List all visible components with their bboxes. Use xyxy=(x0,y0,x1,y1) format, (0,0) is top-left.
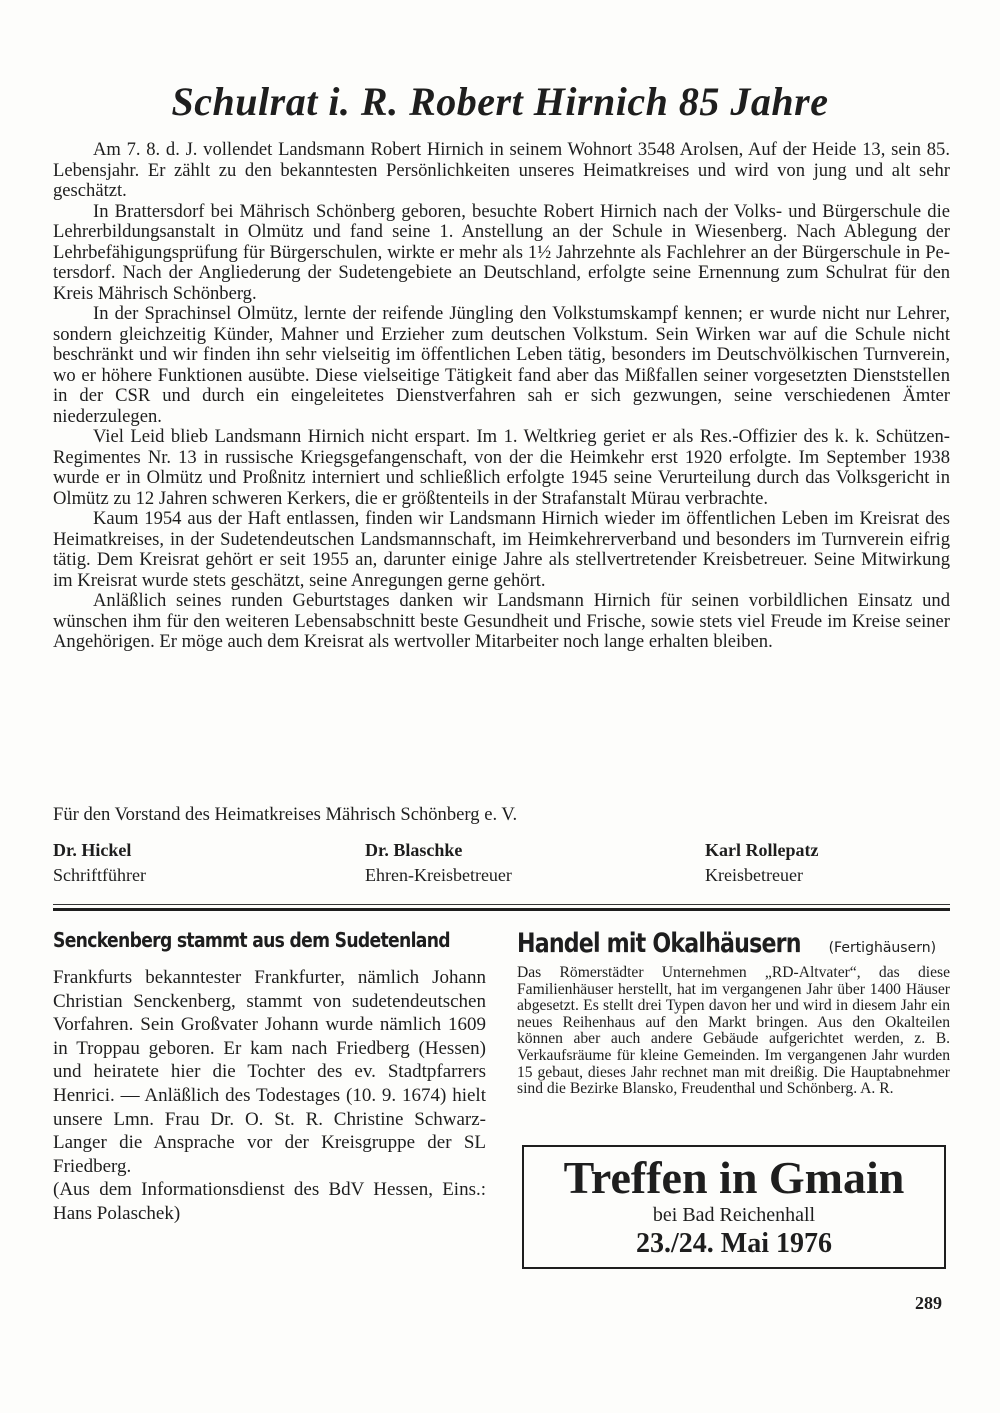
article-paragraph: In der Sprachinsel Olmütz, lernte der reifende Jüngling den Volkstumskampf kennen; er wurde nicht nur Lehrer, sondern gleichzeitig Künder, Mahner und Erzieher zum deutschen Volkstum. Sein Wirken war auf die Schule nicht beschränkt und wir finden ihn sehr vielseitig im öffentlichen Leben tätig, besonders im Deutschvölkischen Turnverein, wo er höhere Funktionen ausübte. Diese vielseitige Tätigkeit fand aber das Mißfallen seiner vorgesetzten Dienststellen in der CSR und durch ein eingeleitetes Dienstverfahren sah er sich gezwungen, seine verschiedenen Ämter niederzulegen. xyxy=(53,303,950,427)
signature-name: Dr. Blaschke xyxy=(365,840,463,860)
section-divider-thin xyxy=(53,904,950,905)
event-ad-title: Treffen in Gmain xyxy=(563,1152,905,1203)
article-title: Schulrat i. R. Robert Hirnich 85 Jahre xyxy=(171,79,829,124)
closing-line: Für den Vorstand des Heimatkreises Mährisch Schönberg e. V. xyxy=(53,804,518,825)
signature-role: Kreisbetreuer xyxy=(705,865,803,885)
senckenberg-body: Frankfurts bekanntester Frankfurter, nämlich Johann Christian Senckenberg, stammt von sudetendeutschen Vorfahren. Sein Großvater Johann wurde nämlich 1609 in Troppau geboren. Er kam nach Friedberg (Hessen) und heiratete hier die Tochter des ev. Stadtpfarrers Henrici. — Anläßlich des Todestages (10. 9. 1674) hielt unsere Lmn. Frau Dr. O. St. R. Christine Schwarz-Langer die Ansprache vor der Kreisgruppe der SL Friedberg. xyxy=(53,967,486,1177)
signature-hickel xyxy=(53,838,146,888)
article-paragraph: Viel Leid blieb Landsmann Hirnich nicht erspart. Im 1. Weltkrieg geriet er als Res.-Offizier des k. k. Schützen-Regimentes Nr. 13 in russische Kriegsgefangenschaft, von der die Heimkehr erst 1920 erfolgte. Im September 1938 wurde er in Olmütz und Proßnitz interniert und schließlich erfolgte 1945 seine Verurteilung durch das Volksgericht in Olmütz zu 12 Jahren schweren Kerkers, die er größtenteils in der Strafanstalt Mürau verbrachte. xyxy=(53,426,950,509)
signature-blaschke xyxy=(365,838,512,888)
signature-rollepatz xyxy=(705,838,818,888)
senckenberg-title: Senckenberg stammt aus dem Sudetenland xyxy=(53,928,450,952)
article-paragraph: In Brattersdorf bei Mährisch Schönberg geboren, besuchte Robert Hirnich nach der Volks- und Bürgerschule die Lehrerbildungsanstalt in Olmütz und fand seine 1. Anstellung an der Schule in Wiesenberg. Nach Ablegung der Lehrbefähigungsprüfung für Bürgerschulen, wirkte er mehr als 1½ Jahrzehnte als Fachlehrer an der Bürgerschule in Petersdorf. Nach der Angliederung der Sudetengebiete an Deutschland, erfolgte seine Ernennung zum Schulrat für den Kreis Mährisch Schönberg. xyxy=(53,200,950,304)
page-number: 289 xyxy=(915,1293,942,1313)
okalhaeuser-title-suffix: (Fertighäusern) xyxy=(828,940,937,956)
event-ad-box xyxy=(522,1145,946,1269)
okalhaeuser-heading xyxy=(517,928,950,959)
okalhaeuser-article xyxy=(517,928,950,1098)
okalhaeuser-body-wrap xyxy=(517,965,950,1098)
signature-name: Karl Rollepatz xyxy=(705,840,819,860)
signature-role: Ehren-Kreisbetreuer xyxy=(365,865,512,885)
section-divider-thick xyxy=(53,908,950,911)
senckenberg-article xyxy=(53,928,486,1226)
article-body xyxy=(53,140,950,653)
article-paragraph: Anläßlich seines runden Geburtstages danken wir Landsmann Hirnich für seinen vorbildlichen Einsatz und wünschen ihm für den weiteren Lebensabschnitt beste Gesundheit und Frische, sowie stets viel Freude im Kreise seiner Angehörigen. Er möge auch dem Kreisrat als wertvoller Mitarbeiter noch lange erhalten bleiben. xyxy=(53,590,950,652)
senckenberg-body-wrap xyxy=(53,966,486,1226)
event-ad-subtitle: bei Bad Reichenhall xyxy=(652,1204,816,1226)
event-ad-date: 23./24. Mai 1976 xyxy=(636,1228,832,1259)
okalhaeuser-body: Das Römerstädter Unternehmen „RD-Altvater“, das diese Familienhäuser herstellt, hat im vergangenen Jahr über 1400 Häuser abgesetzt. Es stellt drei Typen davon her und wird in diesem Jahr ein neues Reihenhaus auf den Markt bringen. Aus den Okalteilen können aber auch andere Gebäude aufgerichtet werden, z. B. Verkaufsräume für kleine Gemeinden. Im vergangenen Jahr wurden 15 gebaut, dieses Jahr rechnet man mit dreißig. Die Hauptabnehmer sind die Bezirke Blansko, Freudenthal und Schönberg. A. R. xyxy=(517,964,950,1098)
article-paragraph: Kaum 1954 aus der Haft entlassen, finden wir Landsmann Hirnich wieder im öffentlichen Leben im Kreisrat des Heimatkreises, in der Sudetendeutschen Landsmannschaft, im Heimkehrerverband und besonders im Turnverein eifrig tätig. Dem Kreisrat gehört er seit 1955 an, darunter einige Jahre als stellvertretender Kreisbetreuer. Seine Mitwirkung im Kreisrat wurde stets geschätzt, seine Anregungen gerne gehört. xyxy=(53,508,950,591)
article-paragraph: Am 7. 8. d. J. vollendet Landsmann Robert Hirnich in seinem Wohnort 3548 Arolsen, Auf der Heide 13, sein 85. Lebensjahr. Er zählt zu den bekanntesten Persönlichkeiten unseres Heimatkreises und wird von jung und alt sehr geschätzt. xyxy=(53,139,950,201)
signature-role: Schriftführer xyxy=(53,865,146,885)
okalhaeuser-title: Handel mit Okalhäusern xyxy=(517,928,801,959)
senckenberg-source-note: (Aus dem Informationsdienst des BdV Hessen, Eins.: Hans Polaschek) xyxy=(53,1179,486,1224)
signature-name: Dr. Hickel xyxy=(53,840,132,860)
